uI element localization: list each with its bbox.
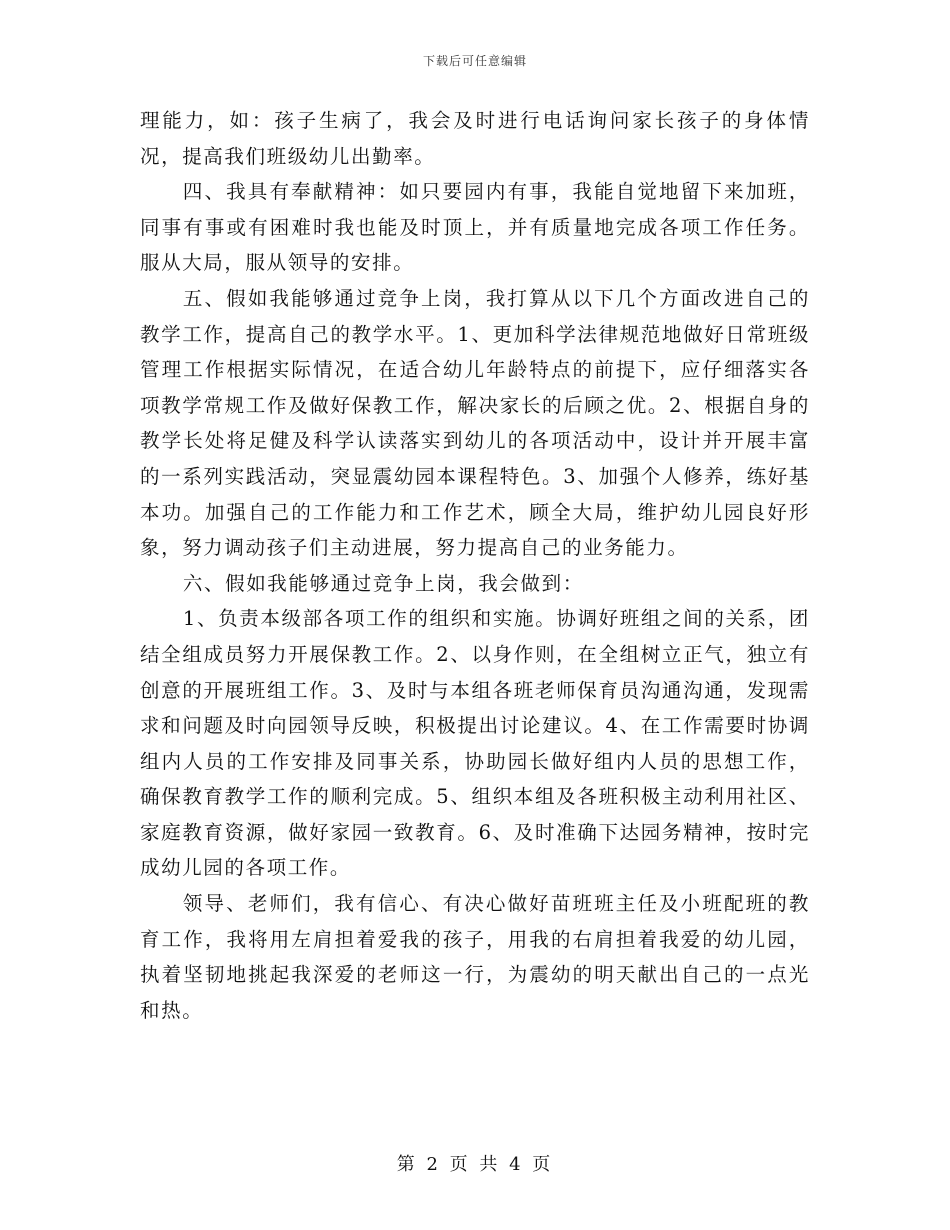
paragraph-closing: 领导、老师们，我有信心、有决心做好苗班班主任及小班配班的教育工作，我将用左肩担着爱我的孩子，用我的右肩担着我爱的幼儿园，执着坚韧地挑起我深爱的老师这一行，为震幼的明天献出自己的一点光和热。 xyxy=(140,892,810,1022)
document-body xyxy=(140,103,810,1028)
paragraph-improvement-plan: 五、假如我能够通过竞争上岗，我打算从以下几个方面改进自己的教学工作，提高自己的教学水平。1、更加科学法律规范地做好日常班级管理工作根据实际情况，在适合幼儿年龄特点的前提下，应仔细落实各项教学常规工作及做好保教工作，解决家长的后顾之优。2、根据自身的教学长处将足健及科学认读落实到幼儿的各项活动中，设计并开展丰富的一系列实践活动，突显震幼园本课程特色。3、加强个人修养，练好基本功。加强自己的工作能力和工作艺术，顾全大局，维护幼儿园良好形象，努力调动孩子们主动进展，努力提高自己的业务能力。 xyxy=(140,286,810,560)
page-number: 第 2 页 共 4 页 xyxy=(396,1154,554,1175)
paragraph-commitment-heading: 六、假如我能够通过竞争上岗，我会做到： xyxy=(182,571,584,595)
header-note: 下载后可任意编辑 xyxy=(422,54,527,68)
paragraph-commitment-list: 1、负责本级部各项工作的组织和实施。协调好班组之间的关系，团结全组成员努力开展保教工作。2、以身作则，在全组树立正气，独立有创意的开展班组工作。3、及时与本组各班老师保育员沟通沟通，发现需求和问题及时向园领导反映，积极提出讨论建议。4、在工作需要时协调组内人员的工作安排及同事关系，协助园长做好组内人员的思想工作，确保教育教学工作的顺利完成。5、组织本组及各班积极主动利用社区、家庭教育资源，做好家园一致教育。6、及时准确下达园务精神，按时完成幼儿园的各项工作。 xyxy=(140,607,810,880)
paragraph-dedication: 四、我具有奉献精神：如只要园内有事，我能自觉地留下来加班，同事有事或有困难时我也能及时顶上，并有质量地完成各项工作任务。服从大局，服从领导的安排。 xyxy=(140,180,810,275)
paragraph-continuation: 理能力，如：孩子生病了，我会及时进行电话询问家长孩子的身体情况，提高我们班级幼儿出勤率。 xyxy=(140,109,810,168)
